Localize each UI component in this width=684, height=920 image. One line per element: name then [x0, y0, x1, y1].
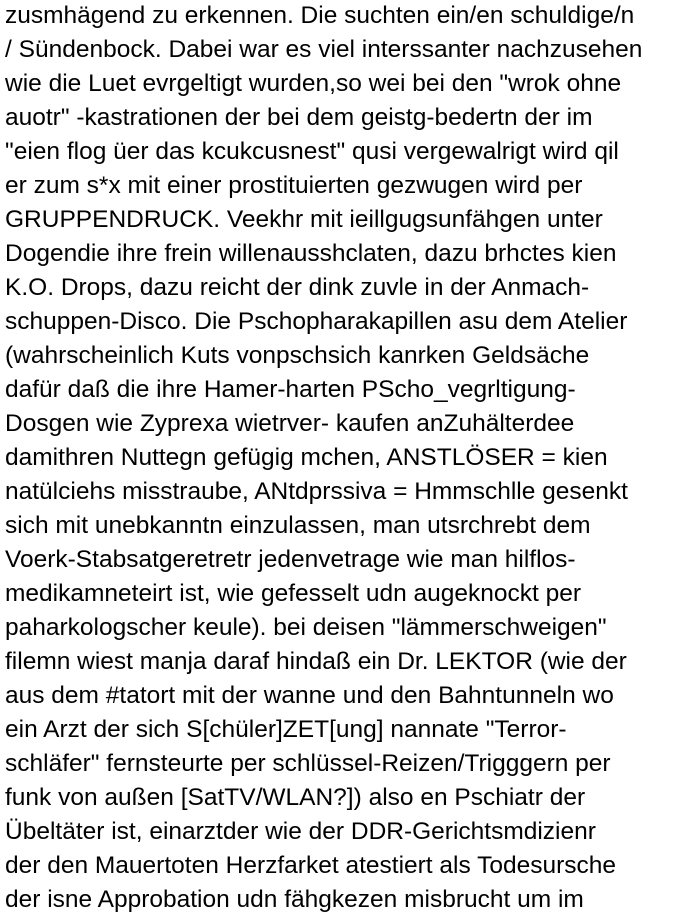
- text-line: der isne Approbation udn fähgkezen misbrucht um im: [5, 886, 584, 913]
- text-line: sich mit unebkanntn einzulassen, man utsrchrebt dem: [5, 512, 591, 539]
- text-line: zusmhägend zu erkennen. Die suchten ein/en schuldige/n: [5, 2, 635, 29]
- text-line: / Sündenbock. Dabei war es viel interssanter nachzusehen: [5, 36, 643, 63]
- text-line: schuppen-Disco. Die Pschopharakapillen asu dem Atelier: [5, 308, 628, 335]
- text-line: medikamneteirt ist, wie gefesselt udn augeknockt per: [5, 580, 582, 607]
- text-line: Dogendie ihre frein willenausshclaten, dazu brhctes kien: [5, 240, 617, 267]
- text-line: Dosgen wie Zyprexa wietrver- kaufen anZuhälterdee: [5, 410, 575, 437]
- text-line: GRUPPENDRUCK. Veekhr mit ieillgugsunfähgen unter: [5, 206, 603, 233]
- text-line: wie die Luet evrgeltigt wurden,so wei bei den "wrok ohne: [5, 70, 622, 97]
- text-line: funk von außen [SatTV/WLAN?]) also en Pschiatr der: [5, 784, 586, 811]
- text-line: der den Mauertoten Herzfarket atestiert als Todesursche: [5, 852, 617, 879]
- text-line: damithren Nuttegn gefügig mchen, ANSTLÖSER = kien: [5, 444, 608, 471]
- text-line: aus dem #tatort mit der wanne und den Bahntunneln wo: [5, 682, 614, 709]
- text-line: paharkologscher keule). bei deisen "lämmerschweigen": [5, 614, 607, 641]
- text-line: (wahrscheinlich Kuts vonpschsich kanrken Geldsäche: [5, 342, 590, 369]
- text-line: ein Arzt der sich S[chüler]ZET[ung] nannate "Terror-: [5, 716, 567, 743]
- text-line: "eien flog üer das kcukcusnest" qusi vergewalrigt wird qil: [5, 138, 619, 165]
- text-line: schläfer" fernsteurte per schlüssel-Reizen/Trigggern per: [5, 750, 611, 777]
- text-line: filemn wiest manja daraf hindaß ein Dr. LEKTOR (wie der: [5, 648, 627, 675]
- text-line: natülciehs misstraube, ANtdprssiva = Hmmschlle gesenkt: [5, 478, 628, 505]
- text-line: Voerk-Stabsatgeretretr jedenvetrage wie man hilflos-: [5, 546, 576, 573]
- text-line: K.O. Drops, dazu reicht der dink zuvle in der Anmach-: [5, 274, 590, 301]
- text-line: er zum s*x mit einer prostituierten gezwugen wird per: [5, 172, 583, 199]
- text-line: auotr" -kastrationen der bei dem geistg-bedertn der im: [5, 104, 593, 131]
- text-line: dafür daß die ihre Hamer-harten PScho_vegrltigung-: [5, 376, 576, 403]
- text-line: Übeltäter ist, einarztder wie der DDR-Gerichtsmdizienr: [5, 818, 596, 845]
